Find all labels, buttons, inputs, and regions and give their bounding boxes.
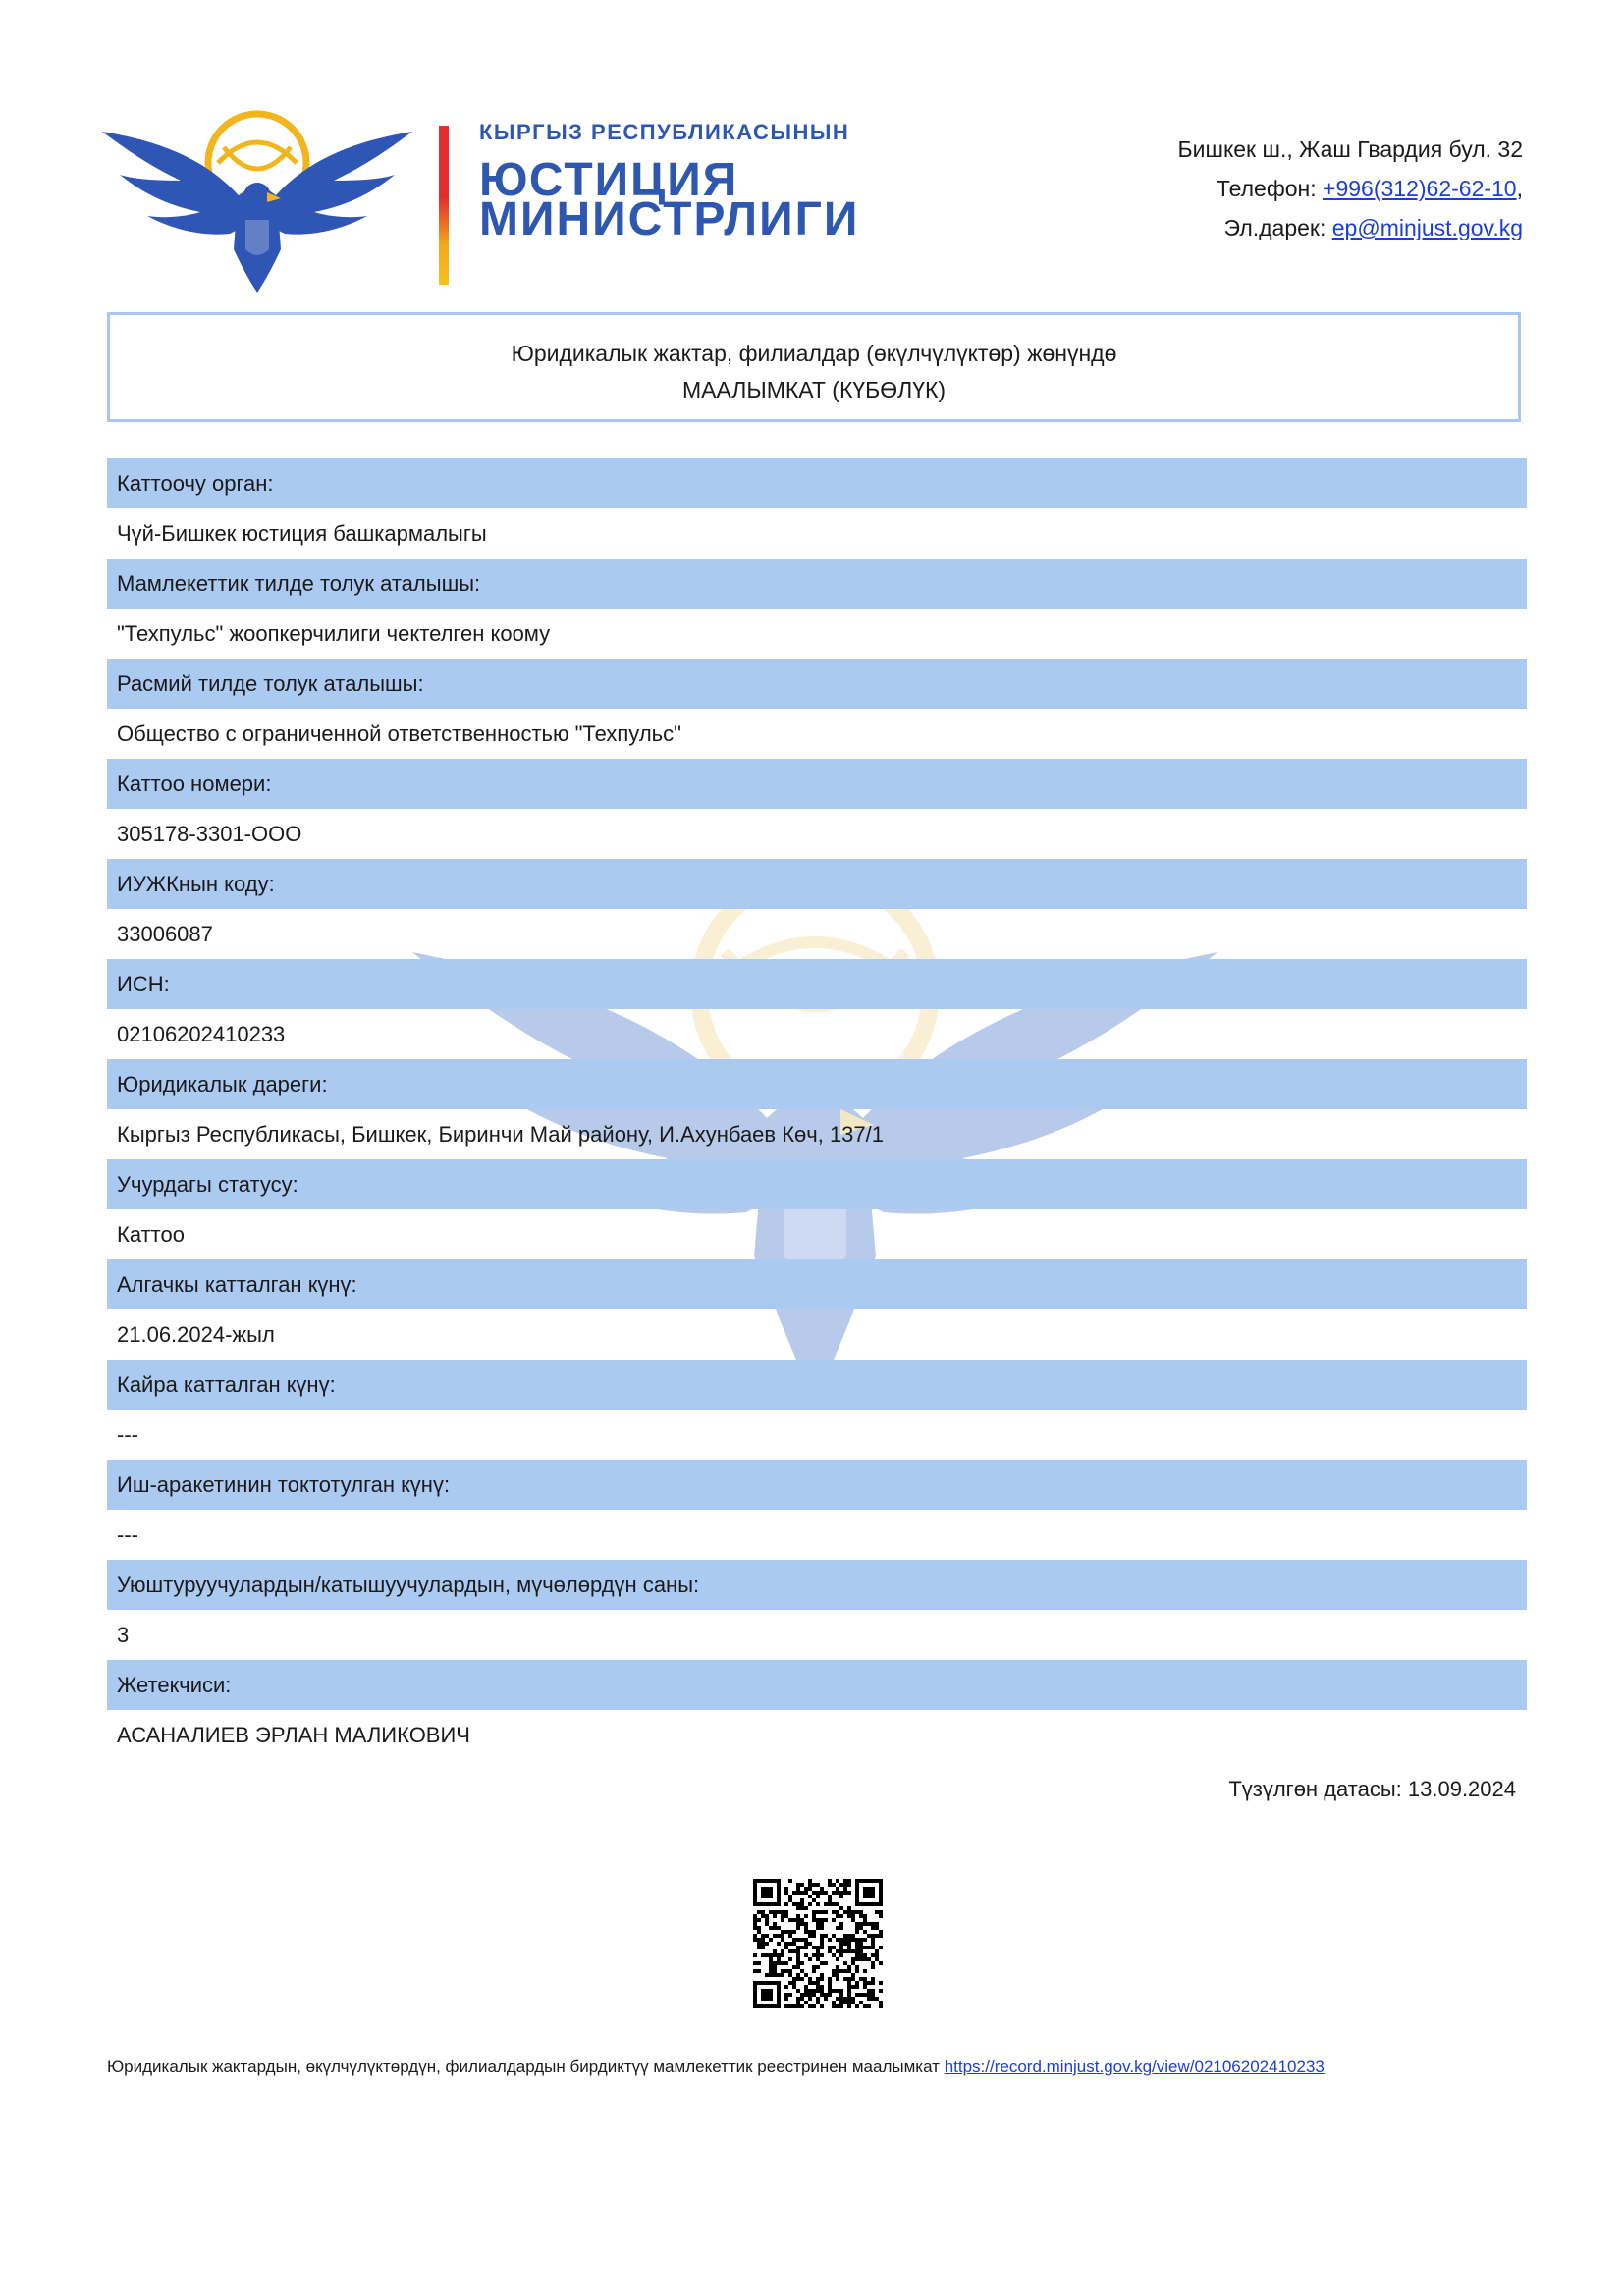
phone-line <box>1178 169 1523 208</box>
fields-table <box>107 458 1527 1760</box>
field-value: Каттоо <box>117 1222 185 1247</box>
field-label: Жетекчиси: <box>107 1660 1527 1710</box>
field-value: 305178-3301-ООО <box>117 822 302 846</box>
field-value: --- <box>117 1422 138 1447</box>
email-line <box>1178 208 1523 247</box>
field-label: Уюштуруучулардын/катышуучулардын, мүчөлөрдүн саны: <box>107 1560 1527 1610</box>
logo-divider <box>439 126 449 285</box>
field-value: --- <box>117 1522 138 1547</box>
field-label: ИУЖКнын коду: <box>107 859 1527 909</box>
org-name-line2: МИНИСТРЛИГИ <box>479 193 860 245</box>
issue-date: Түзүлгөн датасы: 13.09.2024 <box>1228 1777 1516 1801</box>
email-link[interactable]: ep@minjust.gov.kg <box>1331 215 1523 240</box>
phone-link[interactable]: +996(312)62-62-10 <box>1323 176 1517 201</box>
field-label: Кайра катталган күнү: <box>107 1360 1527 1410</box>
email-label: Эл.дарек: <box>1223 215 1332 240</box>
field-label: Учурдагы статусу: <box>107 1159 1527 1209</box>
field-value: Чүй-Бишкек юстиция башкармалыгы <box>117 521 487 546</box>
document-title: Юридикалык жактар, филиалдар (өкүлчүлүктөр) жөнүндө <box>511 341 1117 366</box>
footer-note <box>107 2057 1325 2077</box>
field-label: Каттоо номери: <box>107 759 1527 809</box>
field-value: Общество с ограниченной ответственностью "Техпульс" <box>117 721 681 746</box>
field-value: 21.06.2024-жыл <box>117 1322 275 1347</box>
field-value: АСАНАЛИЕВ ЭРЛАН МАЛИКОВИЧ <box>117 1723 470 1747</box>
document-title-box <box>107 312 1521 422</box>
field-label: Мамлекеттик тилде толук аталышы: <box>107 559 1527 609</box>
address: Бишкек ш., Жаш Гвардия бул. 32 <box>1177 136 1523 162</box>
field-value: Кыргыз Республикасы, Бишкек, Биринчи Май району, И.Ахунбаев Көч, 137/1 <box>117 1122 884 1147</box>
field-value: 3 <box>117 1623 130 1647</box>
qr-code-icon[interactable] <box>753 1879 883 2008</box>
contact-block <box>1178 130 1523 247</box>
field-label: ИСН: <box>107 959 1527 1009</box>
org-name-line1: ЮСТИЦИЯ <box>479 154 739 206</box>
eagle-emblem-icon <box>102 102 412 294</box>
document-subtitle: МААЛЫМКАТ (КҮБӨЛҮК) <box>681 377 947 402</box>
field-label: Иш-аракетинин токтотулган күнү: <box>107 1460 1527 1510</box>
field-value: "Техпульс" жоопкерчилиги чектелген коому <box>117 621 551 646</box>
field-value: 02106202410233 <box>117 1022 286 1046</box>
field-value: 33006087 <box>117 922 213 946</box>
footer-link[interactable]: https://record.minjust.gov.kg/view/02106202410233 <box>944 2057 1325 2076</box>
phone-label: Телефон: <box>1216 176 1324 201</box>
field-label: Каттоочу орган: <box>107 458 1527 508</box>
footer-text: Юридикалык жактардын, өкүлчүлүктөрдүн, филиалдардын бирдиктүү мамлекеттик реестринен маалымкат <box>107 2057 945 2076</box>
phone-suffix: , <box>1516 176 1523 201</box>
org-country: КЫРГЫЗ РЕСПУБЛИКАСЫНЫН <box>479 120 850 144</box>
field-label: Алгачкы катталган күнү: <box>107 1259 1527 1309</box>
field-label: Расмий тилде толук аталышы: <box>107 659 1527 709</box>
field-label: Юридикалык дареги: <box>107 1059 1527 1109</box>
